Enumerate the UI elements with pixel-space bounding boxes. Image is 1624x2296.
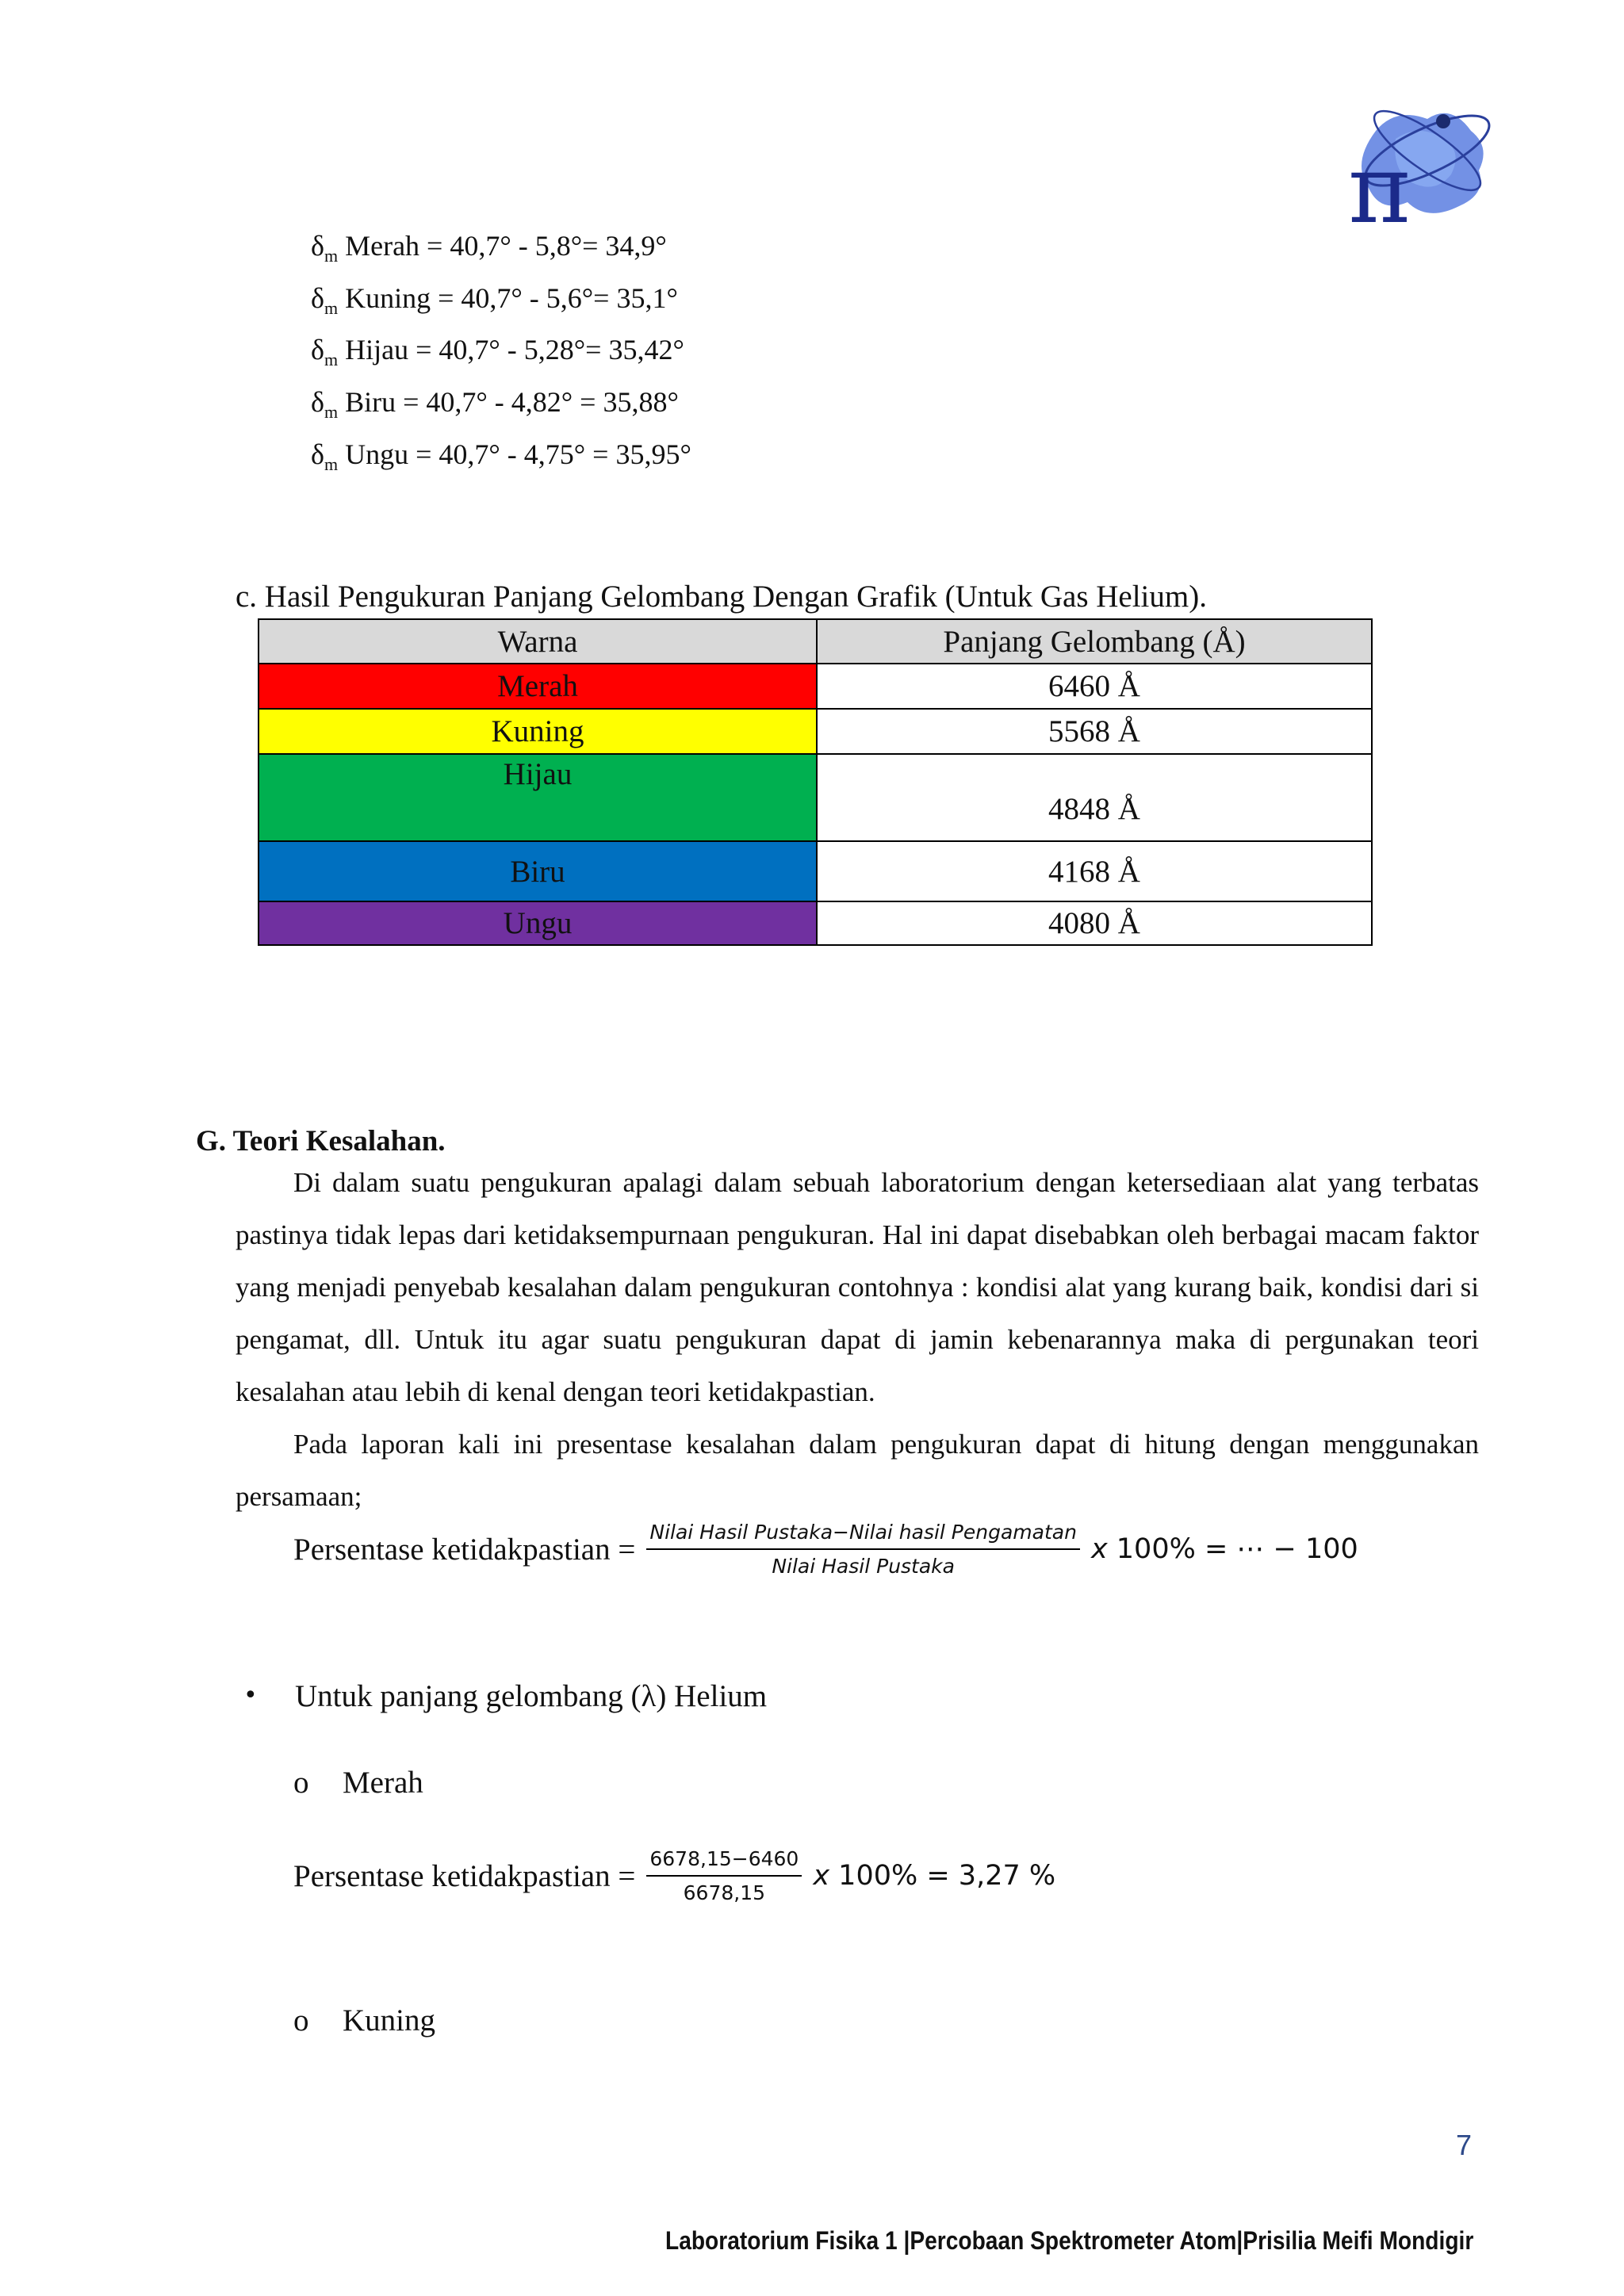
deviation-kuning: $\delta_m$ Kuning = 40,7° - 5,6°= 35,1°: [311, 282, 678, 318]
formula-merah-result: x 100% = 3,27 %: [813, 1860, 1056, 1892]
color-cell-merah: Merah: [259, 664, 817, 709]
table-row: [259, 841, 1372, 901]
sub-item-merah: [293, 1765, 423, 1800]
value-cell-hijau: 4848 Å: [817, 754, 1372, 841]
deviation-ungu: $\delta_m$ Ungu = 40,7° - 4,75° = 35,95°: [311, 438, 691, 474]
table-row: [259, 709, 1372, 754]
bullet-helium: [243, 1678, 768, 1714]
sub-item-kuning: [293, 2003, 435, 2038]
page-number: 7: [1456, 2129, 1473, 2161]
footer-text: Laboratorium Fisika 1 |Percobaan Spektrometer Atom|Prisilia Meifi Mondigir: [665, 2226, 1473, 2255]
header-panjang-gelombang: Panjang Gelombang (Å): [817, 619, 1372, 664]
color-cell-kuning: Kuning: [259, 709, 817, 754]
formula-main-result: x 100% = ⋯ − 100: [1090, 1533, 1358, 1565]
section-g-body: [236, 1157, 1479, 1523]
formula-main: [293, 1521, 1358, 1578]
header-warna: Warna: [259, 619, 817, 664]
table-row: [259, 754, 1372, 841]
formula-merah-numerator: 6678,15−6460: [646, 1847, 802, 1877]
section-g-heading: G. Teori Kesalahan.: [196, 1125, 446, 1158]
deviation-merah: $\delta_m$ Merah = 40,7° - 5,8°= 34,9°: [311, 230, 667, 266]
color-cell-hijau: Hijau: [259, 754, 817, 841]
deviation-biru: $\delta_m$ Biru = 40,7° - 4,82° = 35,88°: [311, 386, 679, 422]
formula-main-numerator: Nilai Hasil Pustaka−Nilai hasil Pengamatan: [646, 1521, 1080, 1550]
bullet-icon: •: [243, 1682, 258, 1709]
formula-main-denominator: Nilai Hasil Pustaka: [772, 1555, 955, 1578]
logo-pi-text: π: [1348, 135, 1411, 234]
sub-bullet-icon: o: [293, 1766, 309, 1800]
formula-merah-label: Persentase ketidakpastian =: [293, 1858, 636, 1893]
table-header-row: [259, 619, 1372, 664]
color-cell-biru: Biru: [259, 841, 817, 901]
formula-merah-fraction: [646, 1847, 802, 1904]
formula-main-label: Persentase ketidakpastian =: [293, 1532, 636, 1567]
value-cell-kuning: 5568 Å: [817, 709, 1372, 754]
deviation-hijau: $\delta_m$ Hijau = 40,7° - 5,28°= 35,42°: [311, 334, 684, 369]
section-c-title: c. Hasil Pengukuran Panjang Gelombang Dengan Grafik (Untuk Gas Helium).: [236, 580, 1207, 614]
sub-bullet-icon: o: [293, 2003, 309, 2038]
paragraph-percentage: Pada laporan kali ini presentase kesalahan dalam pengukuran dapat di hitung dengan menggunakan persamaan;: [236, 1429, 1479, 1512]
formula-main-fraction: [646, 1521, 1080, 1578]
sub-item-kuning-label: Kuning: [343, 2003, 435, 2038]
wavelength-table: [258, 618, 1373, 946]
table-row: [259, 901, 1372, 945]
color-cell-ungu: Ungu: [259, 901, 817, 945]
bullet-helium-text: Untuk panjang gelombang (λ) Helium: [295, 1679, 768, 1713]
formula-merah: [293, 1847, 1055, 1904]
formula-merah-denominator: 6678,15: [683, 1881, 766, 1904]
logo: [1332, 75, 1499, 234]
value-cell-merah: 6460 Å: [817, 664, 1372, 709]
value-cell-ungu: 4080 Å: [817, 901, 1372, 945]
paragraph-error-theory: Di dalam suatu pengukuran apalagi dalam sebuah laboratorium dengan ketersediaan alat yang terbatas pastinya tidak lepas dari ketidaksempurnaan pengukuran. Hal ini dapat disebabkan oleh berbagai macam faktor yang menjadi penyebab kesalahan dalam pengukuran contohnya : kondisi alat yang kurang baik, kondisi dari si pengamat, dll. Untuk itu agar suatu pengukuran dapat di jamin kebenarannya maka di pergunakan teori kesalahan atau lebih di kenal dengan teori ketidakpastian.: [236, 1167, 1479, 1407]
logo-graphic: [1332, 75, 1499, 234]
table-row: [259, 664, 1372, 709]
value-cell-biru: 4168 Å: [817, 841, 1372, 901]
sub-item-merah-label: Merah: [343, 1766, 423, 1800]
